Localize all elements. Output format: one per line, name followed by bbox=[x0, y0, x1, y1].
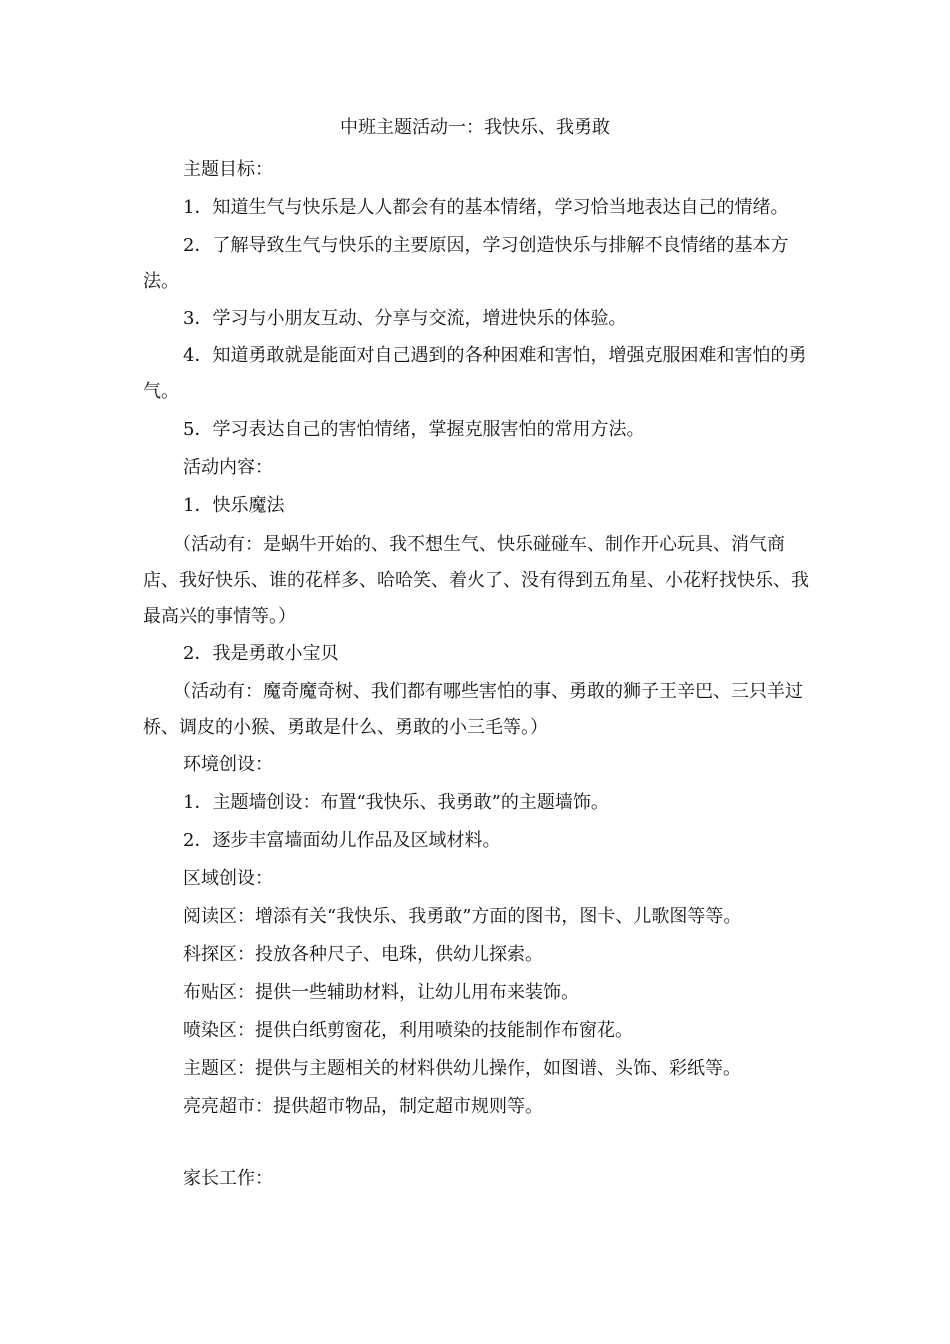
area-item-fabric: 布贴区：提供一些辅助材料，让幼儿用布来装饰。 bbox=[183, 982, 579, 1003]
area-item-theme: 主题区：提供与主题相关的材料供幼儿操作，如图谱、头饰、彩纸等。 bbox=[183, 1058, 741, 1079]
environment-item-2: 2．逐步丰富墙面幼儿作品及区域材料。 bbox=[183, 830, 501, 851]
goal-item-5: 5．学习表达自己的害怕情绪，掌握克服害怕的常用方法。 bbox=[183, 419, 645, 440]
goal-item-3: 3．学习与小朋友互动、分享与交流，增进快乐的体验。 bbox=[183, 308, 627, 329]
goal-item-2: 2．了解导致生气与快乐的主要原因，学习创造快乐与排解不良情绪的基本方法。 bbox=[143, 235, 789, 292]
area-item-spray: 喷染区：提供白纸剪窗花，利用喷染的技能制作布窗花。 bbox=[183, 1020, 633, 1041]
parents-heading: 家长工作： bbox=[183, 1168, 273, 1189]
activity-1-title: 1．快乐魔法 bbox=[183, 495, 285, 516]
environment-heading: 环境创设： bbox=[183, 754, 273, 775]
activity-2-title: 2．我是勇敢小宝贝 bbox=[183, 643, 339, 664]
goal-item-1: 1．知道生气与快乐是人人都会有的基本情绪，学习恰当地表达自己的情绪。 bbox=[183, 197, 789, 218]
activities-heading: 活动内容： bbox=[183, 457, 273, 478]
area-item-science: 科探区：投放各种尺子、电珠，供幼儿探索。 bbox=[183, 944, 543, 965]
area-item-supermarket: 亮亮超市：提供超市物品，制定超市规则等。 bbox=[183, 1096, 543, 1117]
environment-item-1: 1．主题墙创设：布置“我快乐、我勇敢”的主题墙饰。 bbox=[183, 792, 609, 813]
goal-item-4: 4．知道勇敢就是能面对自己遇到的各种困难和害怕，增强克服困难和害怕的勇气。 bbox=[143, 345, 807, 402]
area-item-reading: 阅读区：增添有关“我快乐、我勇敢”方面的图书，图卡、儿歌图等等。 bbox=[183, 906, 742, 927]
activity-2-description: （活动有：魔奇魔奇树、我们都有哪些害怕的事、勇敢的狮子王辛巴、三只羊过桥、调皮的小猴、勇敢是什么、勇敢的小三毛等。） bbox=[143, 681, 803, 738]
areas-heading: 区域创设： bbox=[183, 868, 273, 889]
activity-1-description: （活动有：是蜗牛开始的、我不想生气、快乐碰碰车、制作开心玩具、消气商店、我好快乐、谁的花样多、哈哈笑、着火了、没有得到五角星、小花籽找快乐、我最高兴的事情等。） bbox=[143, 534, 809, 627]
goals-heading: 主题目标： bbox=[183, 159, 273, 180]
document-title: 中班主题活动一：我快乐、我勇敢 bbox=[340, 117, 610, 138]
